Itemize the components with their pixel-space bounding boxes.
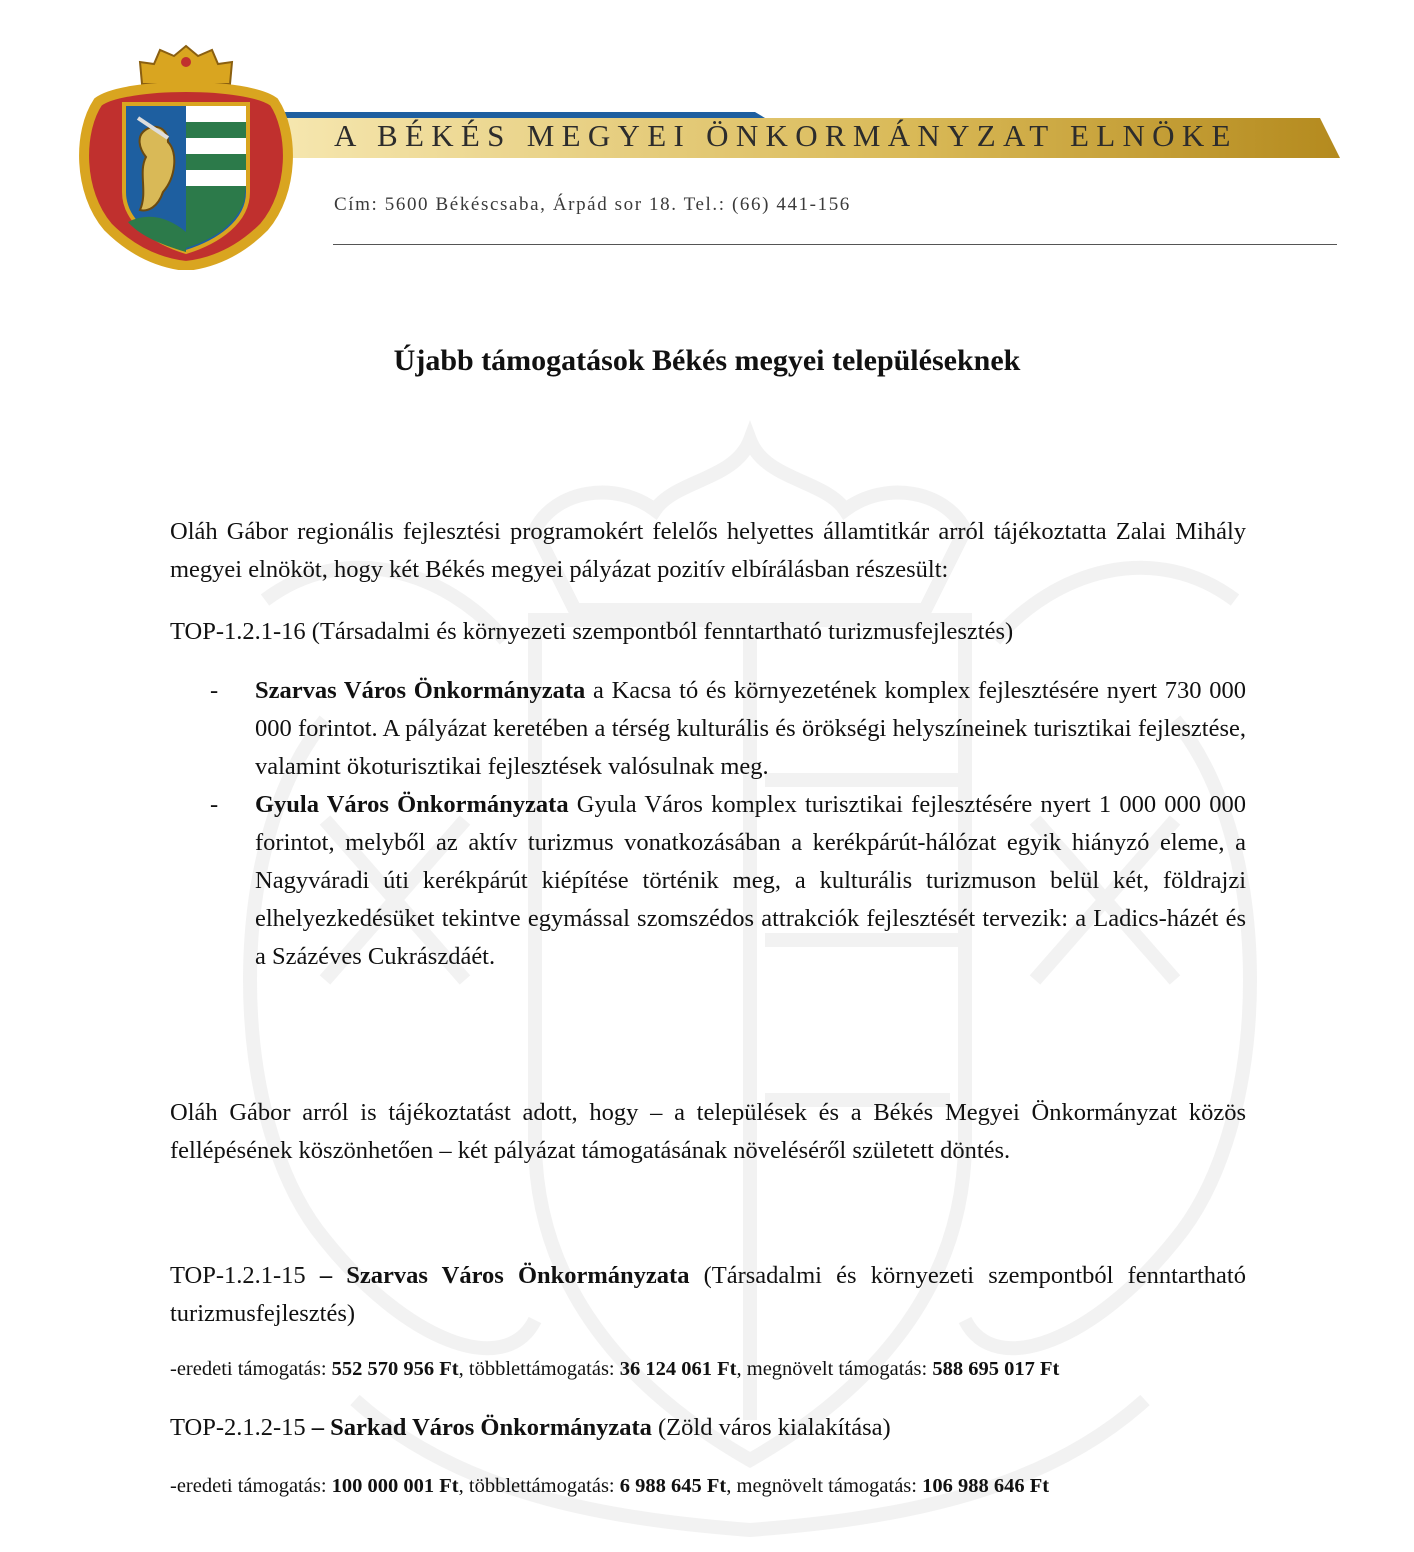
program-heading-1: TOP-1.2.1-16 (Társadalmi és környezeti szempontból fenntartható turizmusfejlesztés)	[170, 618, 1014, 645]
coat-of-arms-logo	[68, 42, 304, 270]
list-item	[210, 672, 1246, 786]
grant-bullet-list	[210, 672, 1246, 976]
intro-paragraph: Oláh Gábor regionális fejlesztési programokért felelős helyettes államtitkár arról tájékoztatta Zalai Mihály megyei elnököt, hogy két Békés megyei pályázat pozitív elbírálásban részesült:	[170, 518, 1246, 583]
bullet-org-name: Gyula Város Önkormányzata	[255, 791, 569, 818]
extra-label: , többlettámogatás:	[458, 1358, 620, 1380]
grant-amounts-2	[170, 1475, 1049, 1498]
grant-code: TOP-2.1.2-15	[170, 1414, 306, 1441]
bullet-org-name: Szarvas Város Önkormányzata	[255, 677, 586, 704]
grant-amounts-1	[170, 1358, 1059, 1381]
grant-separator: –	[305, 1262, 347, 1289]
increased-label: , megnövelt támogatás:	[726, 1475, 923, 1497]
bullet-dash: -	[210, 791, 219, 818]
original-label: -eredeti támogatás:	[170, 1475, 332, 1497]
grant-org: Sarkad Város Önkormányzata	[330, 1414, 652, 1441]
second-paragraph: Oláh Gábor arról is tájékoztatást adott, hogy – a települések és a Békés Megyei Önkormányzat közös fellépésének köszönhetően – két pályázat támogatásának növeléséről született döntés.	[170, 1099, 1246, 1164]
bullet-text: a Kacsa tó és környezetének komplex fejlesztésére nyert 730 000 000 forintot. A pályázat keretében a térség kulturális és örökségi helyszíneinek turisztikai fejlesztése, valamint ökoturisztikai fejlesztések valósulnak meg.	[255, 677, 1246, 780]
increased-label: , megnövelt támogatás:	[736, 1358, 933, 1380]
increased-amount: 588 695 017 Ft	[932, 1358, 1060, 1380]
extra-amount: 6 988 645 Ft	[619, 1475, 727, 1497]
grant-separator: –	[305, 1414, 331, 1441]
increased-amount: 106 988 646 Ft	[922, 1475, 1050, 1497]
header-address: Cím: 5600 Békéscsaba, Árpád sor 18. Tel.: (66) 441-156	[334, 194, 851, 215]
grant-org: Szarvas Város Önkormányzata	[346, 1262, 690, 1289]
original-amount: 552 570 956 Ft	[331, 1358, 459, 1380]
original-label: -eredeti támogatás:	[170, 1358, 332, 1380]
list-item	[210, 786, 1246, 976]
original-amount: 100 000 001 Ft	[331, 1475, 459, 1497]
grant-code: TOP-1.2.1-15	[170, 1262, 306, 1289]
document-title: Újabb támogatások Békés megyei településeknek	[393, 344, 1021, 377]
grant-desc: (Zöld város kialakítása)	[651, 1414, 891, 1441]
header-title: A BÉKÉS MEGYEI ÖNKORMÁNYZAT ELNÖKE	[334, 118, 1238, 153]
bullet-dash: -	[210, 677, 219, 704]
extra-label: , többlettámogatás:	[458, 1475, 620, 1497]
grant-desc: (Társadalmi és környezeti szempontból fenntartható turizmusfejlesztés)	[170, 1262, 1246, 1327]
grant-heading-2	[170, 1409, 1246, 1447]
header-divider	[333, 244, 1337, 245]
bullet-text: Gyula Város komplex turisztikai fejlesztésére nyert 1 000 000 000 forintot, melyből az aktív turizmus vonatkozásában a kerékpárút-hálózat egyik hiányzó eleme, a Nagyváradi úti kerékpárút kiépítése történik meg, a kulturális turizmuson belül két, földrajzi elhelyezkedésüket tekintve egymással szomszédos attrakciók fejlesztését tervezik: a Ladics-házét és a Százéves Cukrászdáét.	[255, 791, 1246, 970]
extra-amount: 36 124 061 Ft	[619, 1358, 737, 1380]
grant-heading-1	[170, 1257, 1246, 1333]
